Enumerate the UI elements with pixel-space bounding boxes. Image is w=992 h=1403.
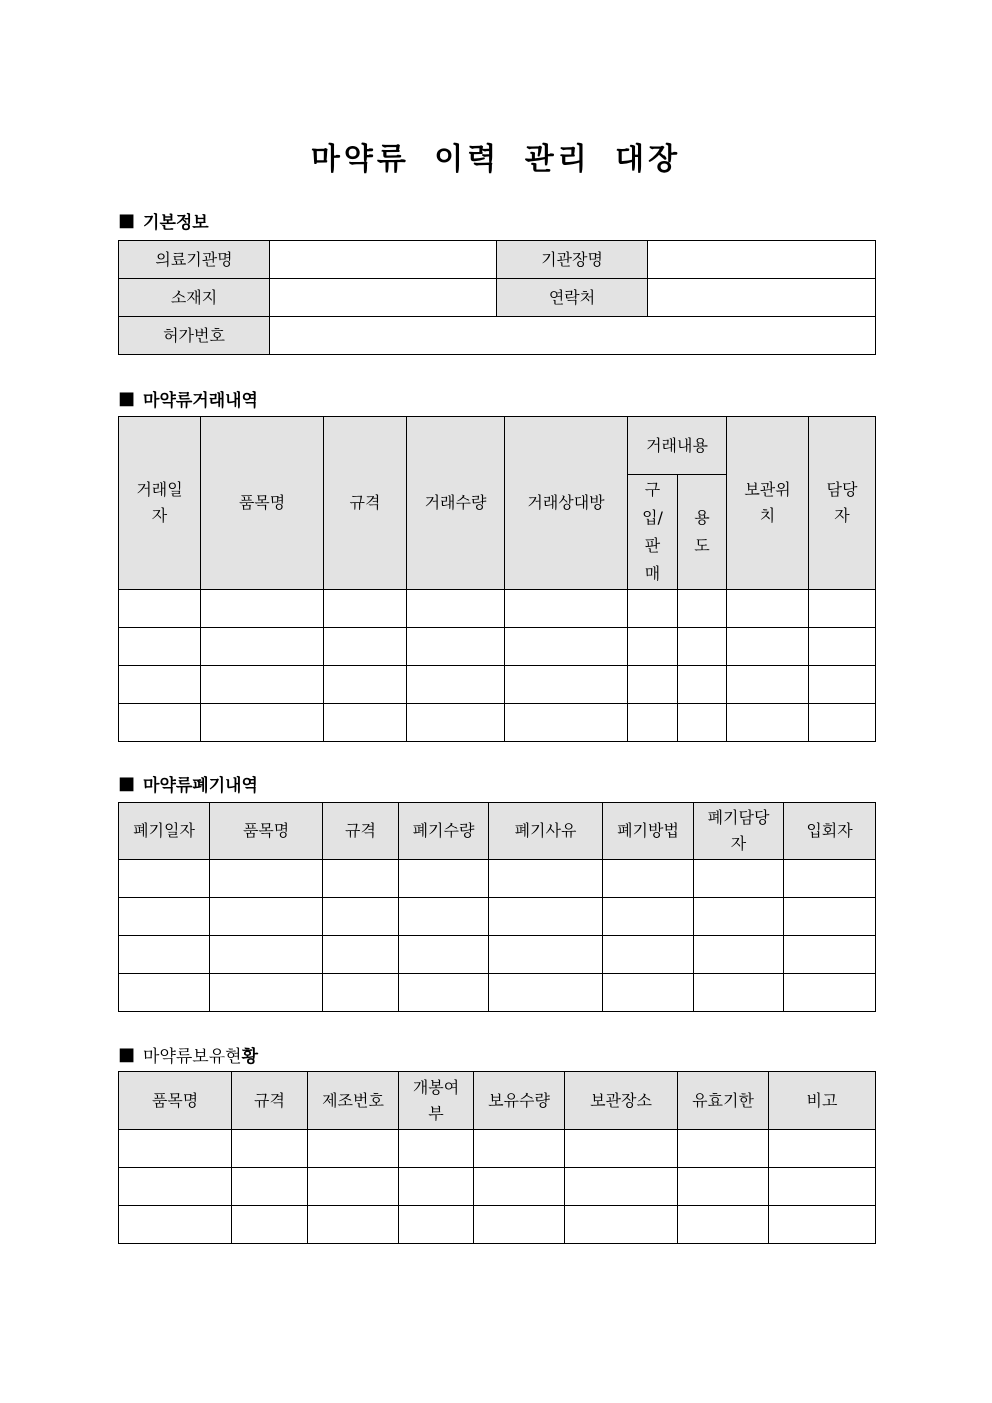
holding-table: [118, 1071, 876, 1244]
address-field[interactable]: [270, 279, 497, 317]
holding-place-header: 보관장소: [565, 1072, 678, 1130]
table-row: [119, 666, 876, 704]
trade-date-header: 거래일 자: [119, 417, 201, 590]
holding-lot-header: 제조번호: [308, 1072, 399, 1130]
trade-spec-header: 규격: [324, 417, 407, 590]
holding-expiry-header: 유효기한: [678, 1072, 769, 1130]
table-row: [119, 936, 876, 974]
table-header-row: [119, 1072, 876, 1130]
square-bullet-icon: ■: [118, 210, 136, 231]
disposal-item-header: 품목명: [210, 803, 323, 860]
table-row: [119, 974, 876, 1012]
address-label: 소재지: [119, 279, 270, 317]
table-row: [119, 279, 876, 317]
table-row: [119, 1168, 876, 1206]
holding-qty-header: 보유수량: [474, 1072, 565, 1130]
trade-buy-sell-header: 구 입/ 판 매: [628, 475, 678, 590]
contact-field[interactable]: [648, 279, 876, 317]
table-row: [119, 898, 876, 936]
table-row: [119, 590, 876, 628]
disposal-reason-header: 폐기사유: [489, 803, 603, 860]
director-field[interactable]: [648, 241, 876, 279]
disposal-method-header: 폐기방법: [603, 803, 694, 860]
section-heading-disposal: ■ 마약류폐기내역: [118, 773, 258, 796]
section-heading-trade: ■ 마약류거래내역: [118, 388, 258, 411]
table-row: [119, 628, 876, 666]
disposal-manager-header: 폐기담당 자: [694, 803, 784, 860]
contact-label: 연락처: [497, 279, 648, 317]
disposal-spec-header: 규격: [323, 803, 399, 860]
holding-item-header: 품목명: [119, 1072, 232, 1130]
table-row: [119, 1130, 876, 1168]
table-row: [119, 317, 876, 355]
trade-location-header: 보관위 치: [727, 417, 809, 590]
table-header-row: [119, 803, 876, 860]
section-heading-holding: ■ 마약류보유현황: [118, 1044, 258, 1067]
square-bullet-icon: ■: [118, 1044, 136, 1065]
trade-manager-header: 담당 자: [809, 417, 876, 590]
section-heading-basic: ■ 기본정보: [118, 210, 209, 233]
page-title: 마약류 이력 관리 대장: [310, 142, 682, 177]
license-field[interactable]: [270, 317, 876, 355]
license-label: 허가번호: [119, 317, 270, 355]
holding-opened-header: 개봉여 부: [399, 1072, 474, 1130]
disposal-table: [118, 802, 876, 1012]
director-label: 기관장명: [497, 241, 648, 279]
institution-field[interactable]: [270, 241, 497, 279]
trade-table: [118, 416, 876, 742]
disposal-date-header: 폐기일자: [119, 803, 210, 860]
table-row: [119, 704, 876, 742]
table-row: [119, 1206, 876, 1244]
basic-info-table: [118, 240, 876, 355]
trade-item-header: 품목명: [201, 417, 324, 590]
holding-spec-header: 규격: [232, 1072, 308, 1130]
institution-label: 의료기관명: [119, 241, 270, 279]
square-bullet-icon: ■: [118, 388, 136, 409]
trade-usage-header: 용 도: [678, 475, 727, 590]
table-row: [119, 860, 876, 898]
disposal-qty-header: 폐기수량: [399, 803, 489, 860]
trade-content-header: 거래내용: [628, 417, 727, 475]
holding-note-header: 비고: [769, 1072, 876, 1130]
table-row: [119, 241, 876, 279]
disposal-witness-header: 입회자: [784, 803, 876, 860]
square-bullet-icon: ■: [118, 773, 136, 794]
trade-qty-header: 거래수량: [407, 417, 505, 590]
table-header-row: [119, 417, 876, 475]
trade-partner-header: 거래상대방: [505, 417, 628, 590]
